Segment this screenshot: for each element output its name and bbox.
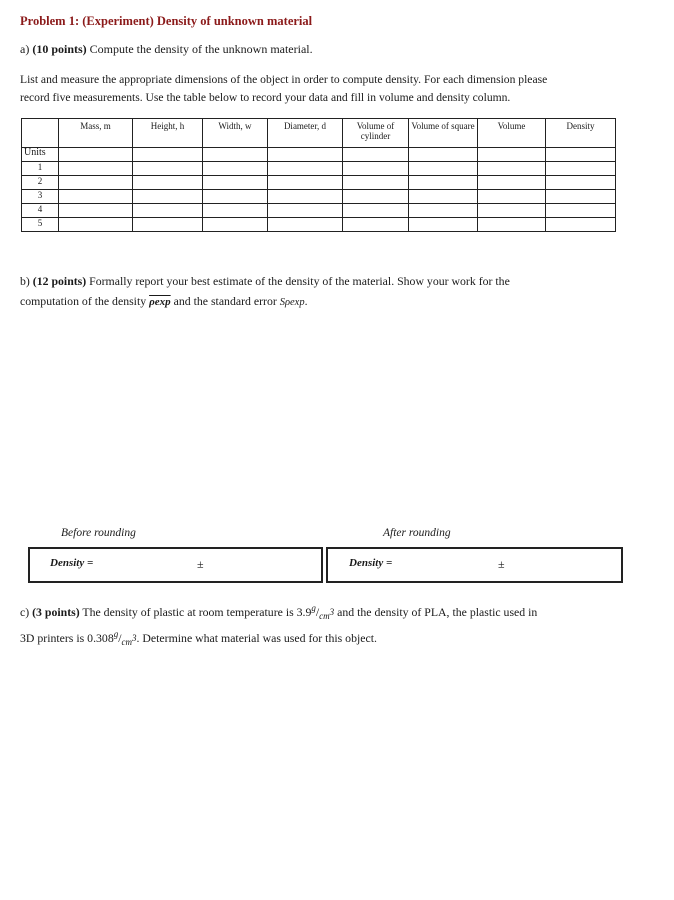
table-cell[interactable] — [203, 190, 268, 204]
table-cell[interactable] — [343, 176, 409, 190]
table-cell[interactable] — [203, 218, 268, 232]
table-cell[interactable] — [203, 148, 268, 162]
part-c-text-a: The density of plastic at room temperature is 3.9 — [79, 604, 312, 619]
table-cell[interactable] — [343, 204, 409, 218]
before-rounding-label: Before rounding — [61, 527, 136, 539]
table-header-volume: Volume — [478, 119, 546, 148]
table-cell[interactable] — [59, 148, 133, 162]
row-number: 1 — [22, 162, 59, 176]
part-b-text-2b: and the standard error — [170, 294, 280, 308]
table-cell[interactable] — [59, 190, 133, 204]
table-cell[interactable] — [409, 148, 478, 162]
part-b-label: b) — [20, 274, 33, 288]
part-a-prompt — [20, 42, 313, 57]
table-cell[interactable] — [268, 148, 343, 162]
table-cell[interactable] — [343, 190, 409, 204]
part-b-text-2c: . — [304, 294, 308, 308]
table-cell[interactable] — [268, 204, 343, 218]
part-c-text-2b: . Determine what material was used for this object. — [136, 630, 377, 645]
part-a-text: Compute the density of the unknown material. — [86, 42, 313, 56]
row-number: 2 — [22, 176, 59, 190]
standard-error-symbol: Sρexp — [279, 297, 305, 308]
table-cell[interactable] — [546, 190, 616, 204]
units-label: Units — [22, 148, 59, 162]
instructions-line-2: record five measurements. Use the table below to record your data and fill in volume and density column. — [20, 91, 511, 104]
table-cell[interactable] — [59, 218, 133, 232]
part-a-label: a) — [20, 42, 33, 56]
table-header-volume-square: Volume of square — [409, 119, 478, 148]
table-cell[interactable] — [133, 176, 203, 190]
before-rounding-density-box[interactable] — [28, 547, 323, 583]
row-number: 4 — [22, 204, 59, 218]
unit-cm: cm — [121, 637, 132, 648]
table-header-width: Width, w — [203, 119, 268, 148]
part-b-text-2a: computation of the density — [20, 294, 150, 308]
table-cell[interactable] — [478, 190, 546, 204]
table-cell[interactable] — [546, 176, 616, 190]
part-b-points: (12 points) — [32, 274, 87, 288]
table-cell[interactable] — [133, 190, 203, 204]
table-cell[interactable] — [478, 176, 546, 190]
table-cell[interactable] — [478, 162, 546, 176]
unit-exponent: 3 — [132, 633, 137, 644]
after-rounding-label: After rounding — [383, 527, 451, 539]
table-cell[interactable] — [133, 162, 203, 176]
table-cell[interactable] — [59, 162, 133, 176]
plus-minus-symbol: ± — [197, 557, 204, 571]
part-c-text-2a: 3D printers is 0.308 — [20, 630, 114, 645]
table-cell[interactable] — [268, 176, 343, 190]
table-cell[interactable] — [409, 204, 478, 218]
table-cell[interactable] — [59, 204, 133, 218]
table-header-volume-cylinder: Volume of cylinder — [343, 119, 409, 148]
table-cell[interactable] — [133, 218, 203, 232]
table-header-mass: Mass, m — [59, 119, 133, 148]
table-row-units — [22, 148, 616, 162]
table-cell[interactable] — [343, 162, 409, 176]
table-cell[interactable] — [546, 204, 616, 218]
table-cell[interactable] — [133, 204, 203, 218]
part-c-prompt-line-1: c) (3 points) The density of plastic at room temperature is $3.9^g/_{cm^3}$ and the density of PLA, the plastic used in — [20, 603, 538, 622]
measurement-table — [21, 118, 616, 232]
rho-exp-symbol: ρexp — [149, 296, 171, 308]
after-rounding-density-box[interactable] — [326, 547, 623, 583]
table-cell[interactable] — [478, 148, 546, 162]
table-cell[interactable] — [409, 218, 478, 232]
table-cell[interactable] — [409, 176, 478, 190]
part-b-prompt-line-1 — [20, 274, 510, 289]
table-cell[interactable] — [133, 148, 203, 162]
unit-grams: g — [113, 629, 119, 639]
table-header-row — [22, 119, 616, 148]
table-header-blank — [22, 119, 59, 148]
table-row — [22, 204, 616, 218]
table-cell[interactable] — [546, 162, 616, 176]
density-label: Density = — [50, 557, 94, 569]
table-cell[interactable] — [268, 218, 343, 232]
part-b-text: Formally report your best estimate of the density of the material. Show your work for the — [86, 274, 510, 288]
unit-cubic-cm — [121, 633, 137, 648]
table-header-height: Height, h — [133, 119, 203, 148]
table-cell[interactable] — [268, 190, 343, 204]
table-cell[interactable] — [343, 218, 409, 232]
table-cell[interactable] — [478, 204, 546, 218]
instructions-line-1: List and measure the appropriate dimensions of the object in order to compute density. For each dimension please — [20, 73, 548, 86]
row-number: 5 — [22, 218, 59, 232]
density-label: Density = — [349, 557, 393, 569]
problem-title: Problem 1: (Experiment) Density of unknown material — [20, 14, 313, 28]
part-c-text-b: and the density of PLA, the plastic used in — [334, 604, 538, 619]
table-header-diameter: Diameter, d — [268, 119, 343, 148]
plus-minus-symbol: ± — [498, 557, 505, 571]
table-row — [22, 162, 616, 176]
part-c-prompt-line-2: 3D printers is $0.308^g/_{cm^3}$. Determine what material was used for this object. — [20, 629, 377, 648]
unit-cm: cm — [319, 611, 330, 622]
table-cell[interactable] — [343, 148, 409, 162]
part-c-label: c) — [20, 604, 33, 619]
part-b-prompt-line-2 — [20, 294, 308, 309]
table-header-density: Density — [546, 119, 616, 148]
table-row — [22, 218, 616, 232]
table-cell[interactable] — [546, 218, 616, 232]
table-cell[interactable] — [546, 148, 616, 162]
table-cell[interactable] — [59, 176, 133, 190]
part-a-points: (10 points) — [32, 42, 87, 56]
unit-grams: g — [311, 603, 316, 613]
table-cell[interactable] — [409, 190, 478, 204]
table-row — [22, 190, 616, 204]
table-row — [22, 176, 616, 190]
unit-cubic-cm — [319, 607, 335, 622]
table-cell[interactable] — [203, 176, 268, 190]
table-cell[interactable] — [409, 162, 478, 176]
row-number: 3 — [22, 190, 59, 204]
table-cell[interactable] — [203, 162, 268, 176]
unit-exponent: 3 — [329, 607, 335, 618]
part-c-points: (3 points) — [32, 604, 80, 619]
table-cell[interactable] — [203, 204, 268, 218]
table-cell[interactable] — [268, 162, 343, 176]
table-cell[interactable] — [478, 218, 546, 232]
